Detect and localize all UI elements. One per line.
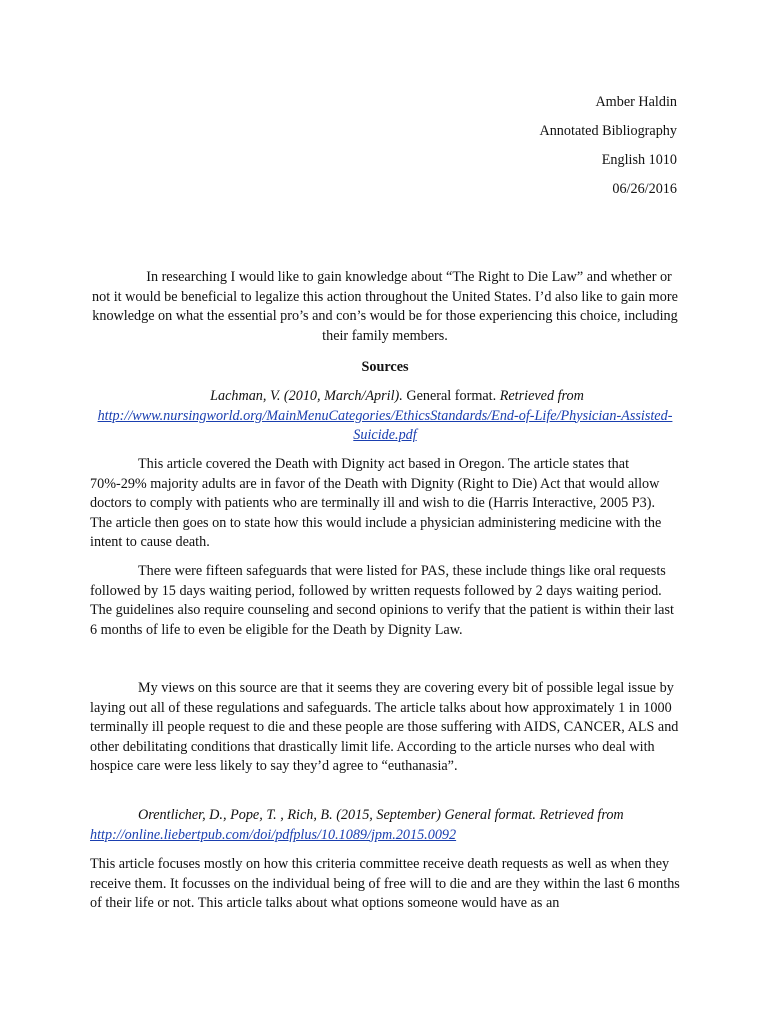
document-date: 06/26/2016 <box>612 181 677 197</box>
paragraph-criteria-committee: This article focuses mostly on how this criteria committee receive death requests as well as when they receive them. It focusses on the individual being of free will to die and are they within the last 6 months of their life or not. This article talks about what options someone would have as an <box>90 856 680 912</box>
citation-link-nursingworld[interactable]: http://www.nursingworld.org/MainMenuCategories/EthicsStandards/End-of-Life/Physician-Assisted-Suicide.pdf <box>97 407 673 444</box>
citation-format: General format. <box>402 388 500 404</box>
citation-link-liebertpub[interactable]: http://online.liebertpub.com/doi/pdfplus/10.1089/jpm.2015.0092 <box>90 826 457 843</box>
course-name: English 1010 <box>601 152 677 168</box>
citation-retrieved: Retrieved from <box>499 388 584 404</box>
paragraph-safeguards: There were fifteen safeguards that were listed for PAS, these include things like oral requests followed by 15 days waiting period, followed by written requests followed by 2 days waiting period. The guidelines also require counseling and second opinions to verify that the patient is within their last 6 months of life to even be eligible for the Death by Dignity Law. <box>90 563 674 638</box>
citation-author-date: Lachman, V. (2010, March/April). <box>210 388 403 404</box>
document-header <box>539 92 677 208</box>
paragraph-dignity-act: This article covered the Death with Dignity act based in Oregon. The article states that 70%-29% majority adults are in favor of the Death with Dignity (Right to Die) Act that would allow doctors to comply with patients who are terminally ill and wish to die (Harris Interactive, 2005 P3). The article then goes on to state how this would include a physician administering medicine with the intent to cause death. <box>90 456 662 551</box>
author-name: Amber Haldin <box>595 94 677 110</box>
citation-orentlicher <box>90 806 690 845</box>
paragraph-views: My views on this source are that it seems they are covering every bit of possible legal issue by laying out all of these regulations and safeguards. The article talks about how approximately 1 in 1000 terminally ill people request to die and these people are those suffering with AIDS, CANCER, ALS and other debilitating conditions that drastically limit life. According to the article nurses who deal with hospice care were less likely to say they’d agree to “euthanasia”. <box>90 680 679 775</box>
citation-orentlicher-text: Orentlicher, D., Pope, T. , Rich, B. (2015, September) General format. Retrieved from <box>138 807 624 823</box>
document-title: Annotated Bibliography <box>539 123 677 139</box>
sources-heading: Sources <box>361 359 409 375</box>
intro-paragraph: In researching I would like to gain knowledge about “The Right to Die Law” and whether or not it would be beneficial to legalize this action throughout the United States. I’d also like to gain more knowledge on what the essential pro’s and con’s would be for those experiencing this choice, including their family members. <box>92 269 678 344</box>
citation-lachman <box>90 387 680 446</box>
